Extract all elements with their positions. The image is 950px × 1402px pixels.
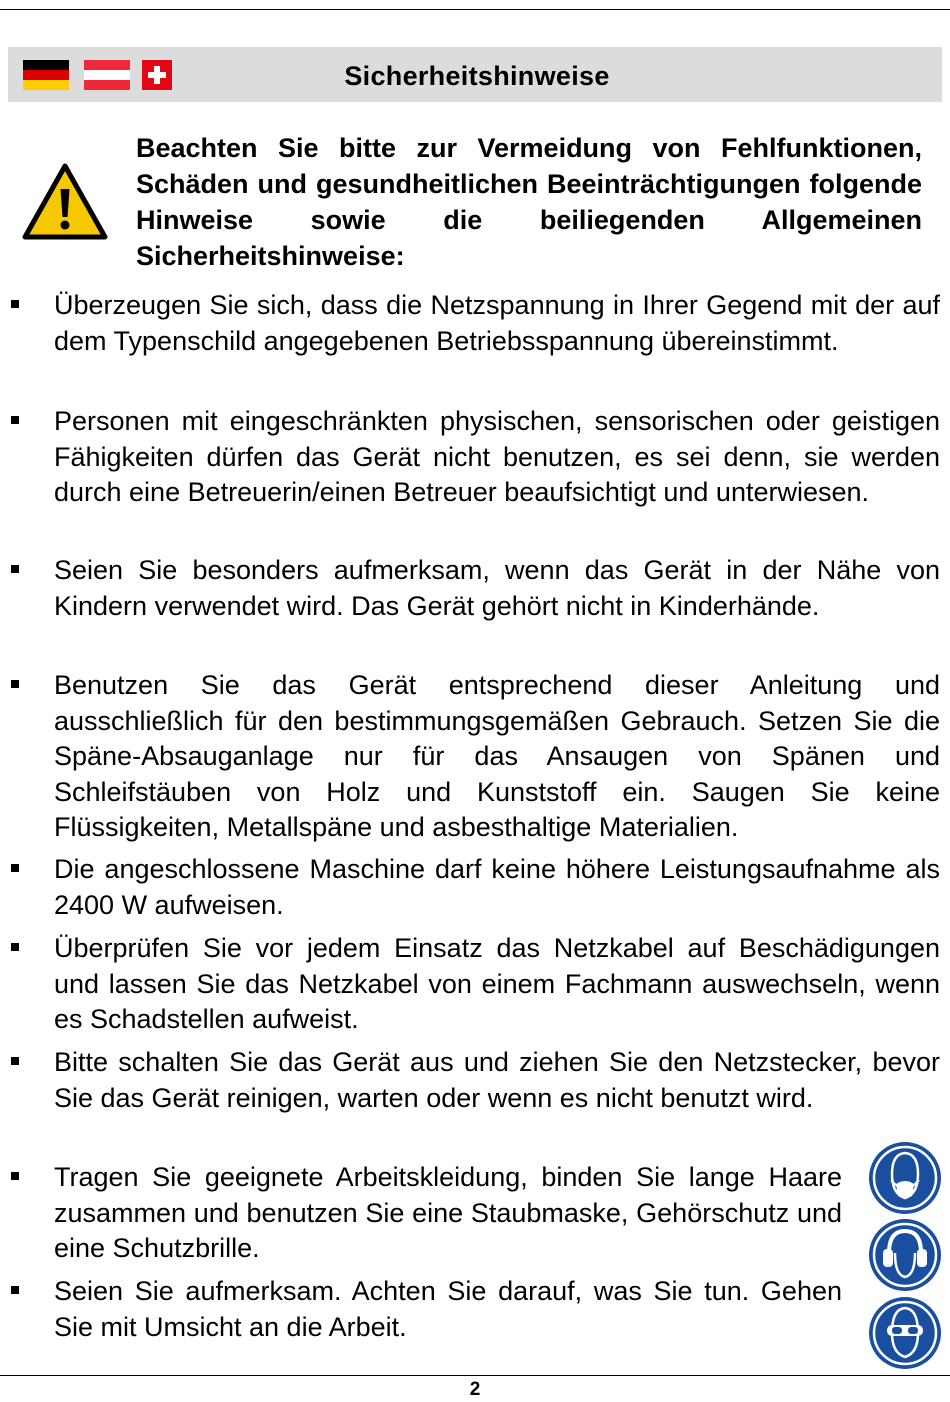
item-text: Überzeugen Sie sich, dass die Netzspannung in Ihrer Gegend mit der auf dem Typenschild angegebenen Betriebsspannung übereinstimmt. (54, 290, 940, 356)
bullet-icon (11, 416, 19, 424)
list-item (54, 852, 940, 923)
intro-text: Beachten Sie bitte zur Vermeidung von Fehlfunktionen, Schäden und gesundheitlichen Beeinträchtigungen folgende Hinweise sowie die beiliegenden Allgemeinen Sicherheitshinweise: (136, 133, 922, 271)
warning-triangle-icon (22, 163, 108, 241)
bullet-icon (11, 943, 19, 951)
top-rule (0, 9, 950, 10)
item-text: Personen mit eingeschränkten physischen, sensorischen oder geistigen Fähigkeiten dürfen das Gerät nicht benutzen, es sei denn, sie werden durch eine Betreuerin/einen Betreuer beaufsichtigt und unterwiesen. (54, 406, 940, 508)
bottom-rule (0, 1375, 950, 1376)
bullet-icon (11, 1286, 19, 1294)
page-number: 2 (469, 1379, 481, 1400)
list-item (54, 931, 940, 1038)
bullet-icon (11, 680, 19, 688)
item-text: Benutzen Sie das Gerät entsprechend dieser Anleitung und ausschließlich für den bestimmungsgemäßen Gebrauch. Setzen Sie die Späne-Absauganlage nur für das Ansaugen von Spänen und Schleifstäuben von Holz und Kunststoff ein. Saugen Sie keine Flüssigkeiten, Metallspäne und asbesthaltige Materialien. (54, 670, 940, 843)
item-text: Überprüfen Sie vor jedem Einsatz das Netzkabel auf Beschädigungen und lassen Sie das Netzkabel von einem Fachmann auswechseln, wenn es Schadstellen aufweist. (54, 933, 940, 1035)
bullet-icon (11, 864, 19, 872)
ear-protection-icon (867, 1217, 943, 1293)
item-text: Seien Sie besonders aufmerksam, wenn das Gerät in der Nähe von Kindern verwendet wird. Das Gerät gehört nicht in Kinderhände. (54, 555, 940, 621)
bullet-icon (11, 1057, 19, 1065)
list-item (54, 1045, 940, 1116)
dust-mask-icon (867, 1140, 943, 1216)
list-item (54, 553, 940, 624)
list-item (54, 668, 940, 846)
bullet-icon (11, 565, 19, 573)
list-item (54, 404, 940, 511)
list-item (54, 288, 940, 359)
section-header (8, 47, 942, 102)
item-text: Tragen Sie geeignete Arbeitskleidung, binden Sie lange Haare zusammen und benutzen Sie eine Staubmaske, Gehörschutz und eine Schutzbrille. (54, 1162, 842, 1264)
item-text: Bitte schalten Sie das Gerät aus und ziehen Sie den Netzstecker, bevor Sie das Gerät reinigen, warten oder wenn es nicht benutzt wird. (54, 1047, 940, 1113)
item-text: Seien Sie aufmerksam. Achten Sie darauf, was Sie tun. Gehen Sie mit Umsicht an die Arbeit. (54, 1276, 842, 1342)
list-item (54, 1274, 842, 1345)
item-text: Die angeschlossene Maschine darf keine höhere Leistungsaufnahme als 2400 W aufweisen. (54, 854, 940, 920)
safety-goggles-icon (867, 1295, 943, 1371)
bullet-icon (11, 300, 19, 308)
bullet-icon (11, 1172, 19, 1180)
section-title: Sicherheitshinweise (344, 61, 610, 91)
list-item (54, 1160, 842, 1267)
